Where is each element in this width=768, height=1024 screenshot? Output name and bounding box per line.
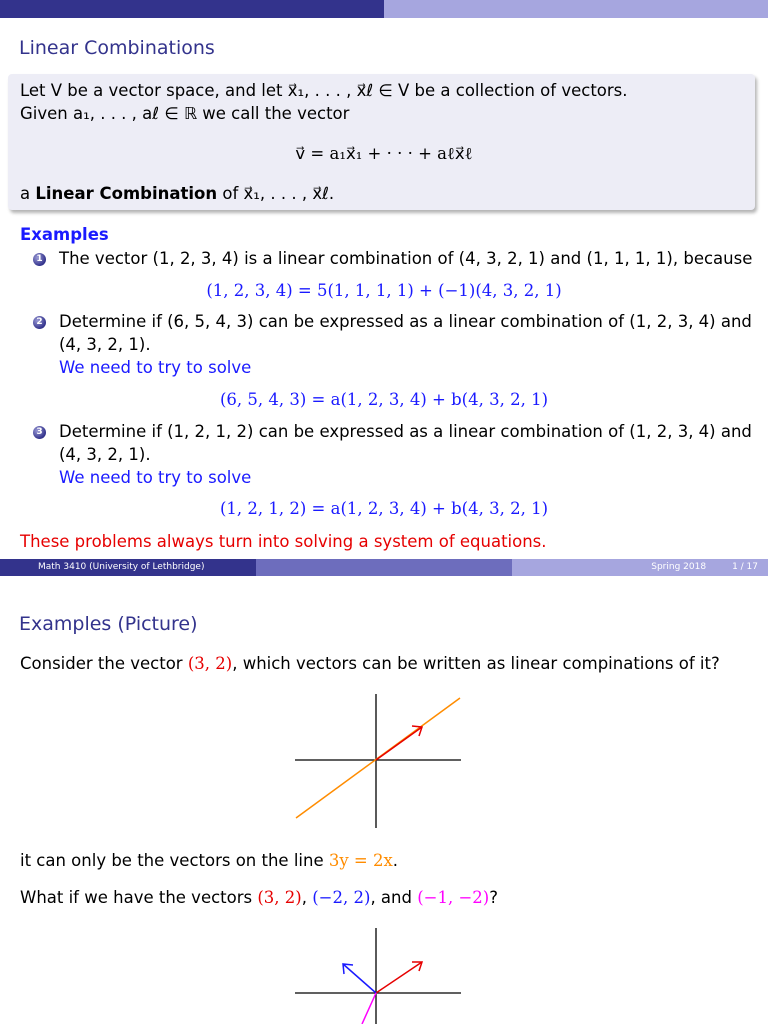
diagram-three-vectors (280, 924, 480, 1024)
footer-course: Math 3410 (University of Lethbridge) (38, 562, 205, 572)
definition-line3 (20, 184, 334, 203)
question-2-vector-1: (3, 2) (257, 888, 302, 907)
line-statement-pre: it can only be the vectors on the line (20, 851, 324, 870)
question-2-vector-2: (−2, 2) (312, 888, 371, 907)
vector-3-2 (376, 727, 422, 760)
footer-page: 1 / 17 (732, 562, 758, 572)
line-equation: 3y = 2x (328, 851, 393, 870)
conclusion-text: These problems always turn into solving a system of equations. (20, 532, 547, 551)
question-1-vector: (3, 2) (187, 654, 233, 673)
question-2-pre: What if we have the vectors (20, 888, 253, 907)
slide-footer (0, 559, 768, 576)
example-1-formula: (1, 2, 3, 4) = 5(1, 1, 1, 1) + (−1)(4, 3, 2, 1) (206, 281, 562, 300)
example-1-text: The vector (1, 2, 3, 4) is a linear combination of (4, 3, 2, 1) and (1, 1, 1, 1), because (59, 249, 753, 268)
vector-neg1-neg2 (362, 993, 376, 1024)
definition-line2: Given a₁, . . . , aℓ ∈ ℝ we call the vector (20, 104, 350, 123)
definition-formula: v⃗ = a₁x⃗₁ + · · · + aℓx⃗ℓ (295, 144, 473, 163)
question-2-sep-1: , (301, 888, 307, 907)
enum-bullet-2: 2 (33, 316, 46, 329)
question-2-vector-3: (−1, −2) (417, 888, 490, 907)
question-2-post: ? (489, 888, 499, 907)
definition-line3-post: of x⃗₁, . . . , x⃗ℓ. (222, 184, 335, 203)
line-statement (20, 851, 398, 870)
slide2-title: Examples (Picture) (19, 613, 198, 635)
definition-line1: Let V be a vector space, and let x⃗₁, . . . , x⃗ℓ ∈ V be a collection of vectors. (20, 81, 628, 100)
example-3-formula: (1, 2, 1, 2) = a(1, 2, 3, 4) + b(4, 3, 2, 1) (219, 499, 549, 518)
enum-bullet-3: 3 (33, 426, 46, 439)
vector-3-2 (376, 962, 422, 993)
question-1-pre: Consider the vector (20, 654, 183, 673)
question-2 (20, 888, 498, 907)
question-2-sep-2: , and (370, 888, 412, 907)
line-statement-post: . (392, 851, 399, 870)
example-2-text-cont: (4, 3, 2, 1). (59, 335, 151, 354)
footer-date: Spring 2018 (651, 562, 707, 572)
example-2-formula: (6, 5, 4, 3) = a(1, 2, 3, 4) + b(4, 3, 2, 1) (219, 390, 549, 409)
enum-bullet-1: 1 (33, 253, 46, 266)
definition-term: Linear Combination (35, 184, 218, 203)
example-3-note: We need to try to solve (59, 468, 252, 487)
diagram-span-line (280, 690, 480, 850)
slide1-title: Linear Combinations (19, 37, 215, 59)
examples-heading: Examples (20, 225, 109, 244)
question-1-post: , which vectors can be written as linear compinations of it? (232, 654, 720, 673)
vector-neg2-2 (343, 964, 376, 993)
example-3-text: Determine if (1, 2, 1, 2) can be expressed as a linear combination of (1, 2, 3, 4) and (59, 422, 752, 441)
definition-line3-pre: a (20, 184, 31, 203)
example-2-text: Determine if (6, 5, 4, 3) can be expressed as a linear combination of (1, 2, 3, 4) and (59, 312, 752, 331)
example-2-note: We need to try to solve (59, 358, 252, 377)
slide-header-bar (0, 0, 768, 18)
example-3-text-cont: (4, 3, 2, 1). (59, 445, 151, 464)
question-1 (20, 654, 720, 673)
